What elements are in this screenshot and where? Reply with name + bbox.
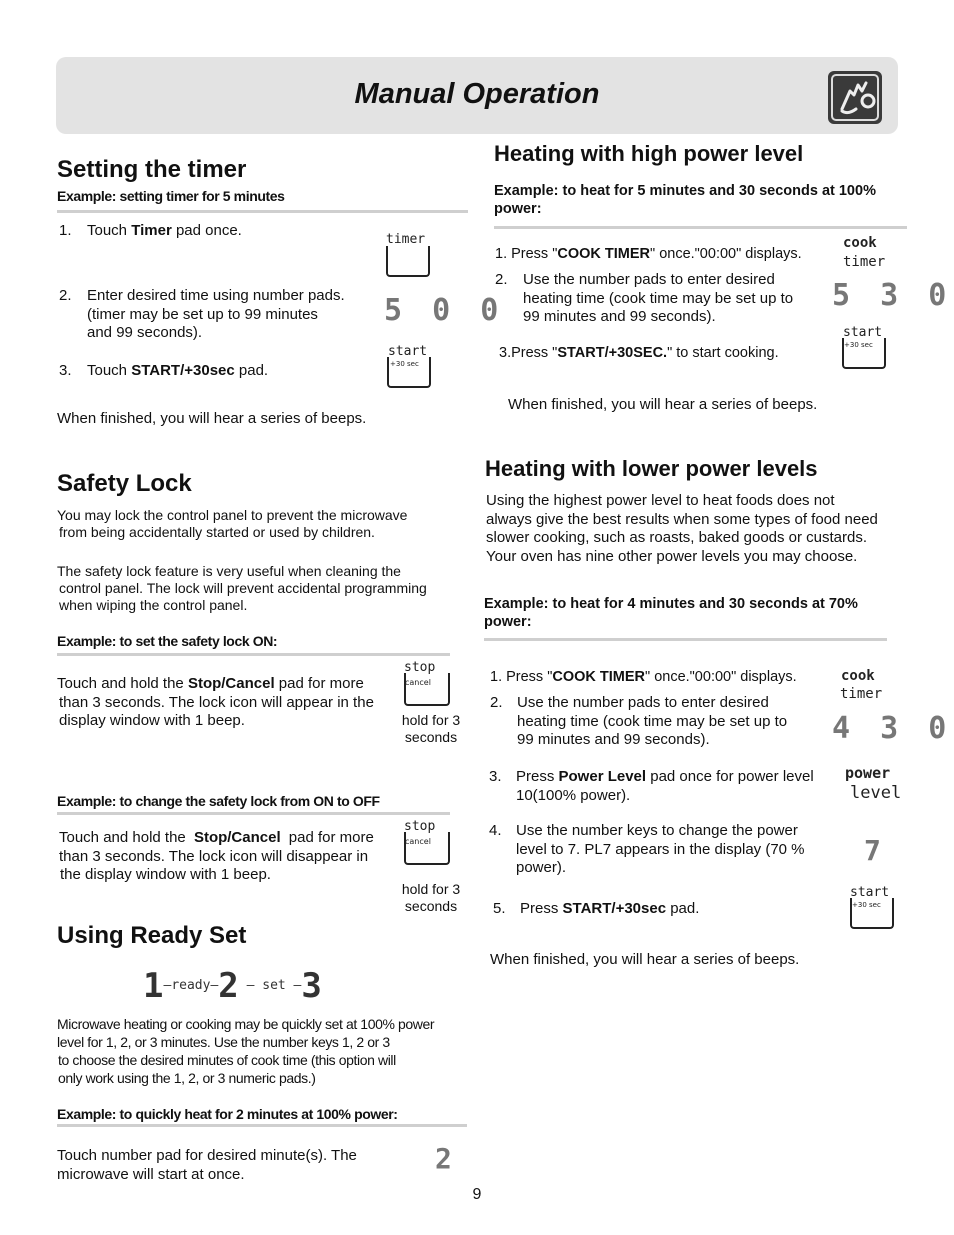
lower-step-4: 4. Use the number keys to change the power level to 7. PL7 appears in the display (70 % power). <box>489 822 805 876</box>
timer-display-digits: 5 0 0 <box>384 293 505 328</box>
ready-digit-3: 3 <box>301 966 322 1006</box>
start-pad-label: start <box>843 325 883 340</box>
divider <box>57 653 450 656</box>
ready-heading: Using Ready Set <box>57 922 247 949</box>
ready-set-diagram: $1^{—ready—}2$ $^{— set —}$3 <box>143 966 322 1006</box>
safety-example-on: Example: to set the safety lock ON: <box>57 633 278 649</box>
lower-step-2: 2. Use the number pads to enter desired heating time (cook time may be set up to 99 minutes and 99 seconds). <box>490 694 788 748</box>
safety-paragraph-1: You may lock the control panel to prevent the microwave from being accidentally started or used by children. <box>57 507 408 540</box>
ready-digit-1: 1 <box>143 966 164 1006</box>
start-pad-sublabel: +30 sec <box>852 901 881 909</box>
ready-touch-text: Touch number pad for desired minute(s). The microwave will start at once. <box>57 1147 357 1183</box>
timer-pad[interactable] <box>386 246 430 277</box>
page-title: Manual Operation <box>354 78 600 110</box>
high-step-2: 2. Use the number pads to enter desired heating time (cook time may be set up to 99 minutes and 99 seconds). <box>495 271 794 325</box>
start-pad-label: start <box>388 344 428 359</box>
level-pad-label[interactable]: level <box>850 783 902 803</box>
page-number: 9 <box>472 1186 482 1203</box>
safety-paragraph-2: The safety lock feature is very useful when cleaning the control panel. The lock will prevent accidental programming when wiping the control panel. <box>57 563 427 613</box>
timer-example: Example: setting timer for 5 minutes <box>57 188 285 204</box>
hands-microwave-icon <box>828 71 882 124</box>
start-pad-sublabel: +30 sec <box>844 341 873 349</box>
divider <box>484 638 887 641</box>
number-pad-7[interactable]: 7 <box>864 834 887 867</box>
ready-word: ready <box>171 978 211 993</box>
lower-finish: When finished, you will hear a series of beeps. <box>490 951 800 968</box>
start-pad[interactable] <box>842 338 886 369</box>
divider <box>57 210 468 213</box>
start-pad-label: start <box>850 885 890 900</box>
timer-pad-label[interactable]: timer <box>843 254 886 270</box>
high-example: Example: to heat for 5 minutes and 30 seconds at 100% power: <box>494 183 876 217</box>
start-pad-sublabel: +30 sec <box>390 360 419 368</box>
hold-note: hold for 3 seconds <box>401 881 461 914</box>
high-heading: Heating with high power level <box>494 141 804 166</box>
safety-off-text: Touch and hold the Stop/Cancel pad for more than 3 seconds. The lock icon will disappear in the display window with 1 beep. <box>59 829 374 883</box>
lower-display-digits: 4 3 0 <box>832 711 953 746</box>
ready-digit-2: 2 <box>218 966 239 1006</box>
safety-on-text: Touch and hold the Stop/Cancel pad for more than 3 seconds. The lock icon will appear in the display window with 1 beep. <box>57 675 374 729</box>
safety-example-off: Example: to change the safety lock from ON to OFF <box>57 793 380 809</box>
timer-pad-label[interactable]: timer <box>840 686 883 702</box>
lower-step-3: 3. Press Power Level pad once for power level 10(100% power). <box>489 768 814 804</box>
start-pad[interactable] <box>850 898 894 929</box>
cook-pad-label: cook <box>843 235 877 251</box>
high-finish: When finished, you will hear a series of beeps. <box>508 396 818 413</box>
timer-heading: Setting the timer <box>57 156 247 183</box>
lower-paragraph: Using the highest power level to heat foods does not always give the best results when some types of food need slower cooking, such as roasts, baked goods or custards. Your oven has nine other power levels you may choose. <box>486 492 878 565</box>
start-pad[interactable] <box>387 357 431 388</box>
stop-pad-label: stop <box>404 819 436 834</box>
power-pad-label[interactable]: power <box>845 764 891 782</box>
divider <box>494 226 907 229</box>
stop-cancel-pad[interactable] <box>404 673 450 706</box>
timer-step-2: 2. Enter desired time using number pads. (timer may be set up to 99 minutes and 99 seconds). <box>59 287 345 341</box>
lower-step-1: 1. Press "COOK TIMER" once."00:00" displays. <box>490 669 797 685</box>
safety-heading: Safety Lock <box>57 470 192 497</box>
stop-pad-label: stop <box>404 660 436 675</box>
stop-cancel-pad[interactable] <box>404 832 450 865</box>
ready-paragraph: Microwave heating or cooking may be quickly set at 100% power level for 1, 2, or 3 minutes. Use the number keys 1, 2 or 3 to choose the desired minutes of cook time (this option will only work using the 1, 2, or 3 numeric pads.) <box>57 1016 435 1086</box>
hold-note: hold for 3 seconds <box>401 712 461 745</box>
timer-step-3: 3. Touch START/+30sec pad. <box>59 362 269 379</box>
high-step-1: 1. Press "COOK TIMER" once."00:00" displays. <box>495 246 802 262</box>
timer-finish: When finished, you will hear a series of beeps. <box>57 410 367 427</box>
high-display-digits: 5 3 0 <box>832 278 953 313</box>
high-step-3: 3.Press "START/+30SEC." to start cooking. <box>499 345 779 361</box>
cook-pad-label: cook <box>841 668 875 684</box>
divider <box>57 812 450 815</box>
set-word: set <box>262 978 286 993</box>
ready-example: Example: to quickly heat for 2 minutes at 100% power: <box>57 1106 398 1122</box>
cancel-pad-label: cancel <box>405 678 431 687</box>
ready-pad-2[interactable]: 2 <box>435 1142 458 1175</box>
timer-pad-label: timer <box>386 232 426 247</box>
divider <box>57 1124 467 1127</box>
cancel-pad-label: cancel <box>405 837 431 846</box>
lower-example: Example: to heat for 4 minutes and 30 seconds at 70% power: <box>484 596 858 630</box>
lower-heading: Heating with lower power levels <box>485 456 818 481</box>
timer-step-1: 1. Touch Timer pad once. <box>59 222 242 239</box>
lower-step-5: 5. Press START/+30sec pad. <box>493 900 700 917</box>
